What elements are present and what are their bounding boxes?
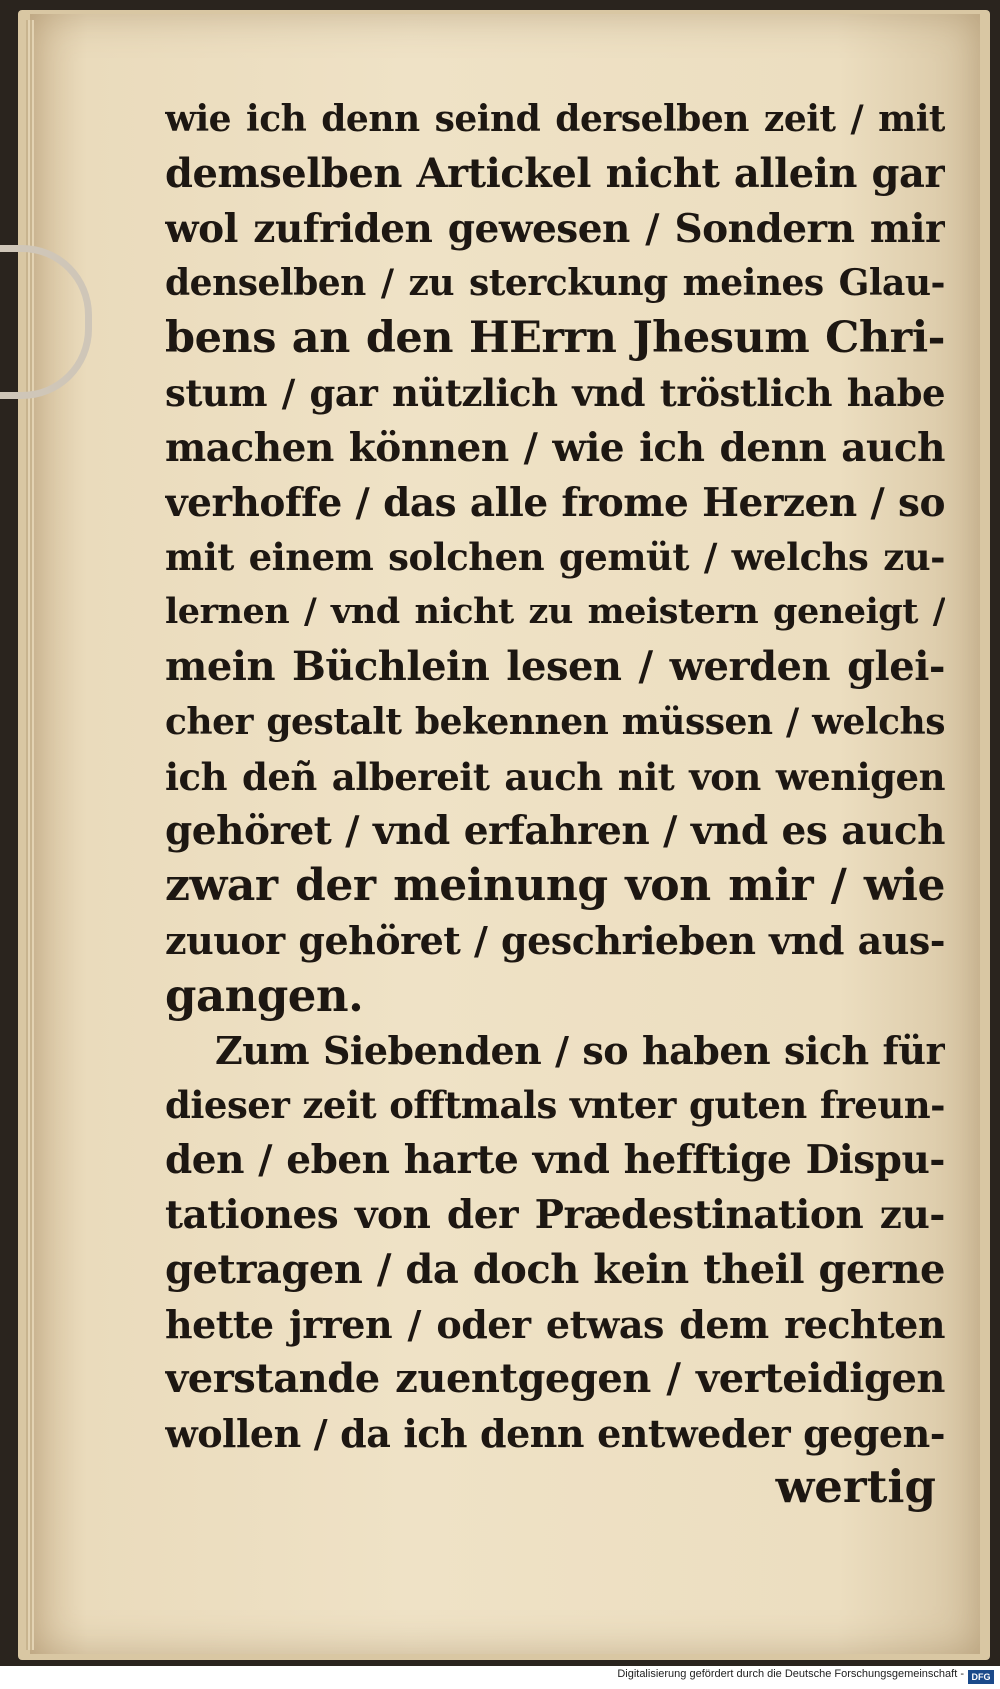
funding-credit: Digitalisierung gefördert durch die Deutsche Forschungsgemeinschaft -	[617, 1668, 964, 1680]
text-line: wollen / da ich denn entweder gegen-	[165, 1411, 945, 1457]
text-line: verstande zuentgegen / verteidigen	[165, 1355, 945, 1403]
text-line: lernen / vnd nicht zu meistern geneigt /	[165, 591, 945, 633]
text-line: machen können / wie ich denn auch	[165, 424, 945, 471]
text-line: denselben / zu sterckung meines Glau-	[165, 262, 945, 305]
text-line: verhoffe / das alle frome Herzen / so	[165, 479, 945, 526]
text-line: getragen / da doch kein theil gerne	[165, 1245, 945, 1293]
text-line: wol zufriden gewesen / Sondern mir	[165, 205, 945, 252]
text-line: mit einem solchen gemüt / welchs zu-	[165, 535, 945, 580]
text-line: ich deñ albereit auch nit von wenigen	[165, 754, 945, 799]
text-block	[165, 92, 945, 1462]
footer-bar	[0, 1666, 1000, 1689]
text-line: zwar der meinung von mir / wie	[165, 860, 945, 912]
text-line: gehöret / vnd erfahren / vnd es auch	[165, 808, 945, 855]
text-line: stum / gar nützlich vnd tröstlich habe	[165, 370, 945, 415]
text-line: tationes von der Prædestination zu-	[165, 1191, 945, 1238]
text-line: mein Büchlein lesen / werden glei-	[165, 642, 945, 690]
text-line: bens an den HErrn Jhesum Chri-	[165, 313, 945, 364]
text-line: hette jrren / oder etwas dem rechten	[165, 1301, 945, 1347]
paragraph-start-line: Zum Siebenden / so haben sich für	[215, 1027, 945, 1073]
text-line: gangen.	[165, 968, 364, 1022]
catchword: wertig	[775, 1460, 936, 1513]
text-line: demselben Artickel nicht allein gar	[165, 149, 945, 197]
text-line: wie ich denn seind derselben zeit / mit	[165, 98, 945, 140]
text-line: den / eben harte vnd hefftige Dispu-	[165, 1137, 945, 1184]
text-line: zuuor gehöret / geschrieben vnd aus-	[165, 917, 945, 963]
text-line: cher gestalt bekennen müssen / welchs	[165, 700, 945, 743]
text-line: dieser zeit offtmals vnter guten freun-	[165, 1083, 945, 1128]
dfg-logo: DFG	[968, 1670, 994, 1684]
